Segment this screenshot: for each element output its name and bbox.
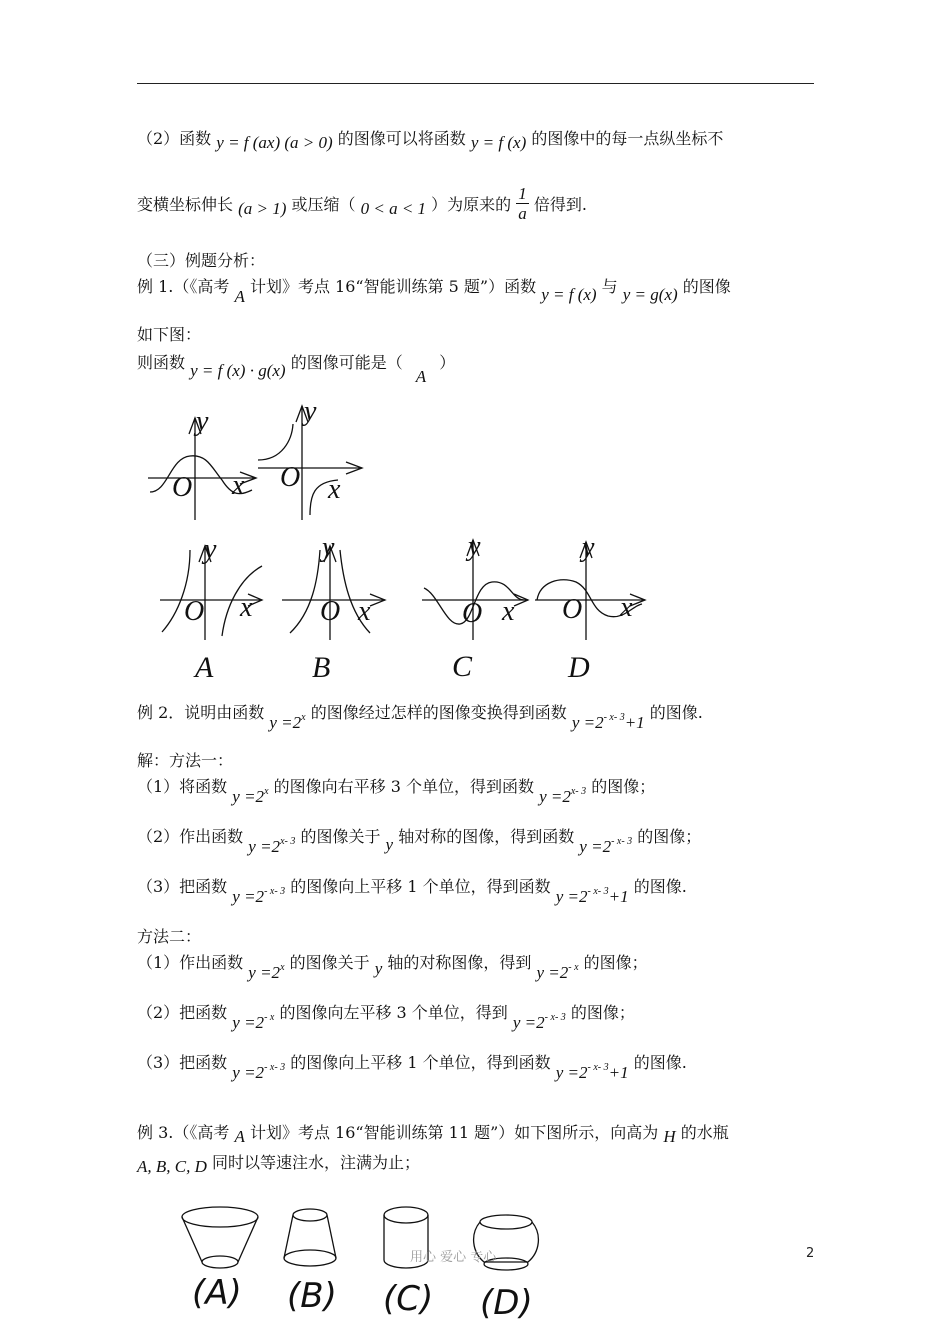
y-label: y — [468, 531, 481, 562]
math: y =2 — [232, 1063, 265, 1082]
text: 的水瓶 — [680, 1123, 729, 1142]
x-label: x — [358, 596, 371, 627]
y-label: y — [196, 406, 209, 437]
math-exponent: - x — [568, 962, 579, 973]
math-exponent: x- 3 — [570, 786, 587, 797]
text: ） — [439, 353, 456, 372]
text: （2）函数 — [137, 129, 212, 148]
section-heading: （三）例题分析： — [137, 251, 266, 270]
example-3-line-2 — [137, 1152, 420, 1174]
text: （1）将函数 — [137, 777, 228, 796]
text: 的图像； — [637, 827, 702, 846]
math: +1 — [608, 887, 629, 906]
option-b-label: B — [312, 651, 331, 684]
text: 的图像. — [633, 1053, 687, 1072]
text: 或压缩（ — [291, 195, 356, 214]
method2-step-2 — [137, 1002, 635, 1032]
text: （2）作出函数 — [137, 827, 244, 846]
math: A — [234, 1127, 245, 1146]
example-3-line — [137, 1122, 729, 1144]
math: H — [663, 1127, 676, 1146]
bottle-b-label: (B) — [287, 1276, 337, 1316]
method1-step-1 — [137, 776, 656, 806]
math: y = f (x) — [470, 133, 527, 152]
math: A, B, C, D — [137, 1157, 207, 1176]
y-label: y — [322, 532, 335, 563]
math-exponent: - x- 3 — [264, 886, 286, 897]
math: y =2 — [512, 1013, 545, 1032]
y-label: y — [582, 532, 595, 563]
text: 的图像经过怎样的图像变换得到函数 — [310, 703, 567, 722]
text: 的图像向上平移 1 个单位，得到函数 — [290, 877, 551, 896]
math: y =2 — [248, 837, 281, 856]
math-exponent: x — [301, 712, 306, 723]
text: 例 3.（《高考 — [137, 1123, 230, 1142]
math: y — [374, 959, 383, 978]
y-label: y — [304, 396, 317, 427]
fraction-numerator: 1 — [518, 184, 527, 203]
method2-step-3 — [137, 1052, 687, 1082]
math: A — [234, 287, 245, 306]
math: (a > 1) — [238, 199, 287, 218]
text: 的图像向上平移 1 个单位，得到函数 — [290, 1053, 551, 1072]
origin-label: O — [184, 596, 205, 627]
bottle-a — [182, 1207, 258, 1268]
math: y =2 — [579, 837, 612, 856]
math: y = g(x) — [622, 285, 678, 304]
math: y = f (ax) (a > 0) — [216, 133, 333, 152]
math-exponent: - x- 3 — [587, 886, 609, 897]
math: y =2 — [269, 713, 302, 732]
text: 的图像. — [649, 703, 703, 722]
text: 的图像； — [591, 777, 656, 796]
math: y =2 — [571, 713, 604, 732]
option-a-label: A — [195, 651, 214, 684]
math-exponent: x- 3 — [280, 836, 296, 847]
bottle-b — [284, 1209, 336, 1266]
footer-watermark: 用心 爱心 专心 — [410, 1250, 497, 1265]
math-exponent: x — [264, 786, 269, 797]
text-line: 如下图： — [137, 325, 202, 344]
math: 0 < a < 1 — [360, 199, 427, 218]
text: 的图像关于 — [289, 953, 370, 972]
math: y =2 — [555, 1063, 588, 1082]
text: 计划》考点 16“智能训练第 11 题”）如下图所示，向高为 — [249, 1123, 659, 1142]
text: 同时以等速注水，注满为止； — [211, 1153, 420, 1172]
math: y — [385, 835, 394, 854]
x-label: x — [502, 596, 515, 627]
text: 轴的对称图像，得到 — [387, 953, 532, 972]
text: 的图像 — [682, 277, 731, 296]
text: 与 — [601, 277, 618, 296]
math-exponent: - x- 3 — [603, 712, 625, 723]
method-2-heading: 方法二： — [137, 927, 202, 946]
x-label: x — [232, 470, 245, 501]
origin-label: O — [320, 596, 341, 627]
y-label: y — [204, 534, 217, 565]
text: 的图像向左平移 3 个单位，得到 — [279, 1003, 508, 1022]
bottle-a-label: (A) — [192, 1273, 242, 1313]
method1-step-2 — [137, 826, 702, 856]
math: y =2 — [555, 887, 588, 906]
text: 的图像中的每一点纵坐标不 — [531, 129, 724, 148]
origin-label: O — [562, 594, 583, 625]
math: +1 — [624, 713, 645, 732]
answer: A — [415, 367, 427, 386]
origin-label: O — [280, 462, 301, 493]
math: y =2 — [539, 787, 571, 806]
x-label: x — [620, 592, 633, 623]
x-label: x — [328, 474, 341, 505]
text: 的图像关于 — [300, 827, 381, 846]
text: 的图像； — [570, 1003, 635, 1022]
text: 则函数 — [137, 353, 186, 372]
text: 变横坐标伸长 — [137, 195, 234, 214]
math-exponent: - x- 3 — [264, 1062, 286, 1073]
math: y =2 — [536, 963, 569, 982]
text: 计划》考点 16“智能训练第 5 题”）函数 — [249, 277, 537, 296]
text: （1）作出函数 — [137, 953, 244, 972]
text: （3）把函数 — [137, 1053, 228, 1072]
math-exponent: x — [280, 962, 285, 973]
text: 例 2．说明由函数 — [137, 703, 265, 722]
origin-label: O — [462, 598, 483, 629]
option-c-label: C — [452, 650, 473, 683]
math: y =2 — [232, 1013, 265, 1032]
text: 的图像可能是（ — [290, 353, 403, 372]
example-2-line — [137, 702, 703, 732]
text: （3）把函数 — [137, 877, 228, 896]
math-exponent: - x- 3 — [587, 1062, 609, 1073]
solution-heading: 解：方法一： — [137, 751, 234, 770]
page-number: 2 — [806, 1246, 815, 1261]
text: 的图像可以将函数 — [337, 129, 466, 148]
text: 例 1.（《高考 — [137, 277, 230, 296]
x-label: x — [240, 592, 253, 623]
math: y =2 — [248, 963, 281, 982]
math-exponent: - x — [264, 1012, 275, 1023]
math-exponent: - x- 3 — [611, 836, 633, 847]
math: y =2 — [232, 887, 265, 906]
text: 倍得到. — [533, 195, 587, 214]
text: 的图像. — [633, 877, 687, 896]
option-d-label: D — [568, 651, 590, 684]
text: 轴对称的图像，得到函数 — [398, 827, 575, 846]
bottle-c-label: (C) — [383, 1279, 434, 1319]
text: （2）把函数 — [137, 1003, 228, 1022]
math: +1 — [608, 1063, 629, 1082]
text: 的图像； — [583, 953, 648, 972]
math: y = f (x) — [541, 285, 597, 304]
math-exponent: - x- 3 — [544, 1012, 566, 1023]
fraction-denominator: a — [518, 204, 527, 223]
text: ）为原来的 — [431, 195, 512, 214]
method1-step-3 — [137, 876, 687, 906]
math: y = f (x) · g(x) — [190, 361, 286, 380]
text: 的图像向右平移 3 个单位，得到函数 — [273, 777, 534, 796]
method2-step-1 — [137, 952, 648, 982]
math: y =2 — [232, 787, 265, 806]
origin-label: O — [172, 472, 193, 503]
bottle-d-label: (D) — [480, 1283, 533, 1323]
